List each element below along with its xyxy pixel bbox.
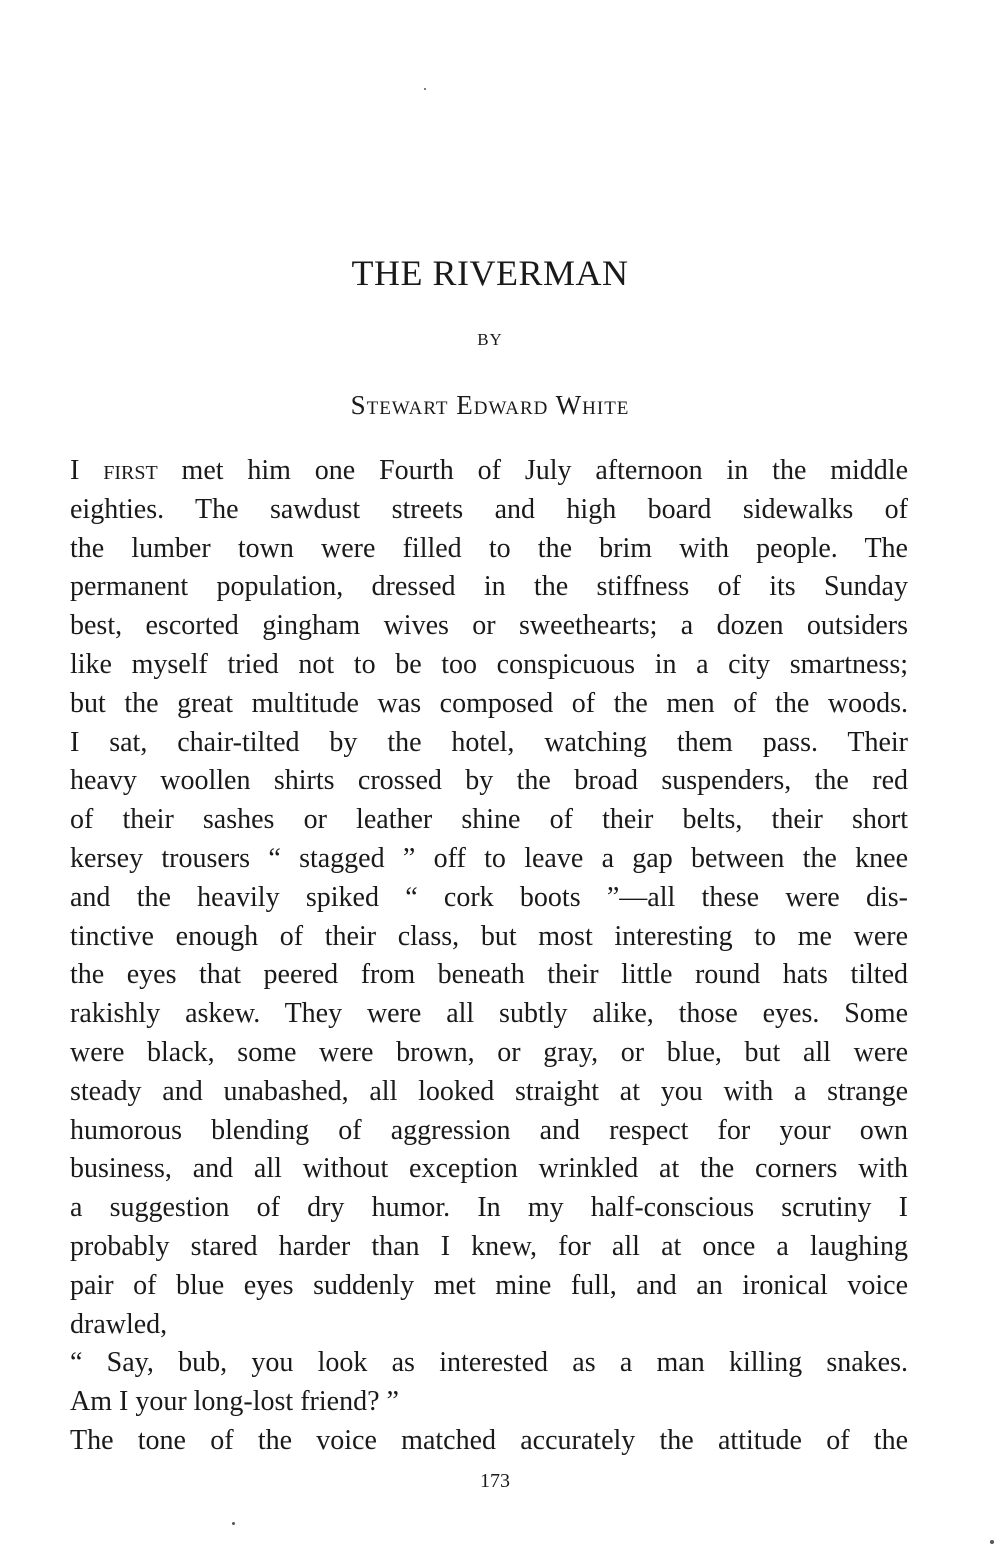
line-text: met him one Fourth of July afternoon in the middle: [157, 455, 909, 486]
text-line: rakishly askew. They were all subtly alike, those eyes. Some: [70, 998, 908, 1030]
page-number: 173: [480, 1470, 510, 1492]
text-line: pair of blue eyes suddenly met mine full, and an ironical voice: [70, 1269, 908, 1301]
print-speck: [232, 1522, 235, 1525]
text-line: The tone of the voice matched accurately the attitude of the: [70, 1424, 908, 1456]
text-line: a suggestion of dry humor. In my half-conscious scrutiny I: [70, 1192, 908, 1224]
text-line: the lumber town were filled to the brim with people. The: [70, 532, 908, 564]
text-line: humorous blending of aggression and respect for your own: [70, 1114, 908, 1146]
text-line: drawled,: [70, 1308, 168, 1340]
print-speck: [990, 1540, 994, 1544]
text-line: probably stared harder than I knew, for all at once a laughing: [70, 1230, 908, 1262]
text-line: tinctive enough of their class, but most interesting to me were: [70, 920, 908, 952]
opening-smallcaps: first: [103, 455, 158, 486]
text-line: [70, 452, 908, 491]
text-line: heavy woollen shirts crossed by the broad suspenders, the red: [70, 765, 908, 797]
text-line: the eyes that peered from beneath their little round hats tilted: [70, 959, 908, 991]
text-line: kersey trousers “ stagged ” off to leave a gap between the knee: [70, 842, 908, 874]
print-speck: [424, 88, 426, 90]
text-line: “ Say, bub, you look as interested as a man killing snakes.: [70, 1347, 908, 1379]
text-line: of their sashes or leather shine of their belts, their short: [70, 804, 908, 836]
text-line: were black, some were brown, or gray, or blue, but all were: [70, 1036, 908, 1068]
body-text: [70, 452, 908, 1461]
story-title: THE RIVERMAN: [351, 253, 629, 293]
text-line: business, and all without exception wrinkled at the corners with: [70, 1153, 908, 1185]
text-line: like myself tried not to be too conspicuous in a city smartness;: [70, 648, 908, 680]
text-line: I sat, chair-tilted by the hotel, watching them pass. Their: [70, 726, 908, 758]
text-line: but the great multitude was composed of the men of the woods.: [70, 687, 908, 719]
text-line: best, escorted gingham wives or sweethearts; a dozen outsiders: [70, 610, 908, 642]
text-line: Am I your long-lost friend? ”: [70, 1386, 399, 1418]
text-line: eighties. The sawdust streets and high board sidewalks of: [70, 493, 908, 525]
author-name: Stewart Edward White: [350, 390, 630, 420]
text-line: permanent population, dressed in the stiffness of its Sunday: [70, 571, 908, 603]
opening-letter: I: [70, 455, 104, 486]
text-line: and the heavily spiked “ cork boots ”—all these were dis-: [70, 881, 908, 913]
byline: BY: [477, 330, 503, 349]
text-line: steady and unabashed, all looked straight at you with a strange: [70, 1075, 908, 1107]
